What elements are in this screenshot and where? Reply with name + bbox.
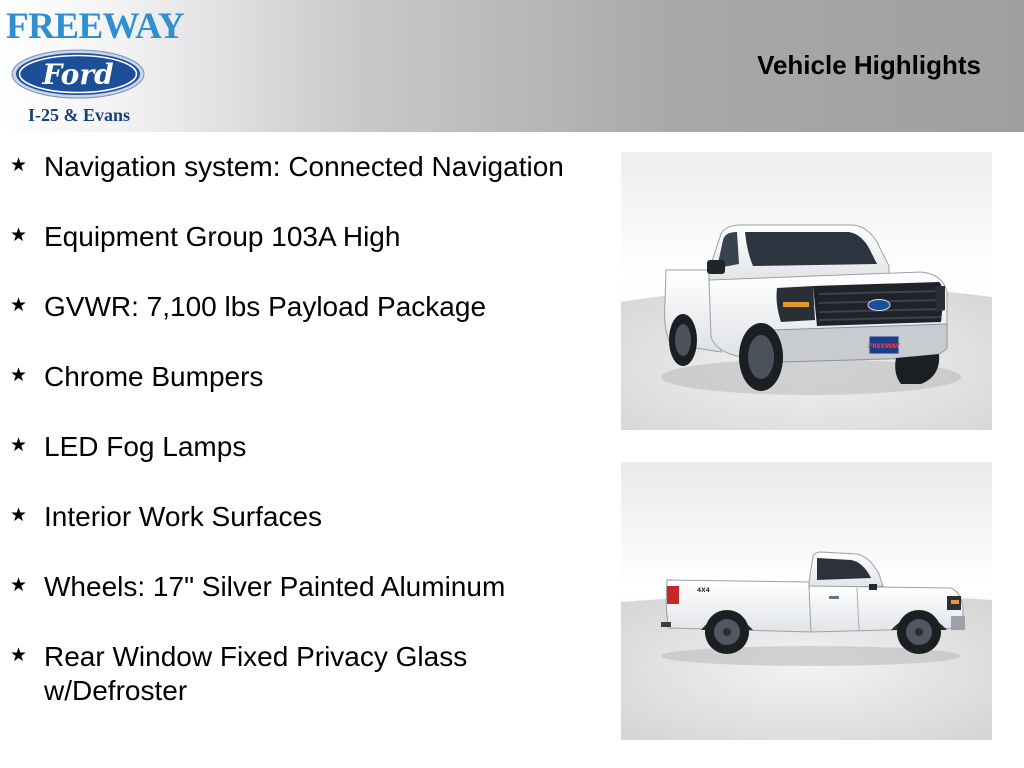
star-icon: ★ (10, 224, 28, 246)
star-icon: ★ (10, 294, 28, 316)
star-icon: ★ (10, 644, 28, 666)
list-item (10, 150, 590, 184)
dealer-logo[interactable] (6, 4, 185, 128)
star-icon: ★ (10, 574, 28, 596)
ford-oval-logo (10, 48, 146, 100)
feature-text: LED Fog Lamps (44, 431, 247, 462)
star-icon: ★ (10, 434, 28, 456)
feature-text: Equipment Group 103A High (44, 221, 401, 252)
list-item (10, 500, 590, 534)
list-item (10, 220, 590, 254)
logo-freeway-text: FREEWAY (6, 6, 185, 47)
list-item (10, 290, 590, 324)
feature-text: Navigation system: Connected Navigation (44, 151, 564, 182)
feature-text: Chrome Bumpers (44, 361, 264, 392)
list-item (10, 430, 590, 464)
star-icon: ★ (10, 504, 28, 526)
list-item (10, 570, 590, 604)
4x4-badge-text: 4X4 (697, 587, 710, 594)
truck-front-photo[interactable] (621, 152, 992, 430)
feature-text: Interior Work Surfaces (44, 501, 323, 532)
feature-text: Wheels: 17" Silver Painted Aluminum (44, 571, 506, 602)
page-header (0, 0, 1024, 132)
feature-text: GVWR: 7,100 lbs Payload Package (44, 291, 487, 322)
logo-location-text: I-25 & Evans (27, 105, 130, 125)
star-icon: ★ (10, 154, 28, 176)
truck-side-photo[interactable] (621, 462, 992, 740)
list-item (10, 640, 590, 708)
feature-text: Rear Window Fixed Privacy Glass w/Defroster (44, 641, 468, 706)
truck-front-image (621, 152, 992, 430)
list-item (10, 360, 590, 394)
feature-list (10, 150, 590, 744)
ford-script-text: Ford (42, 58, 114, 91)
star-icon: ★ (10, 364, 28, 386)
plate-text: FREEWAY (868, 343, 900, 350)
page-title: Vehicle Highlights (757, 50, 981, 80)
truck-side-image (621, 462, 992, 740)
